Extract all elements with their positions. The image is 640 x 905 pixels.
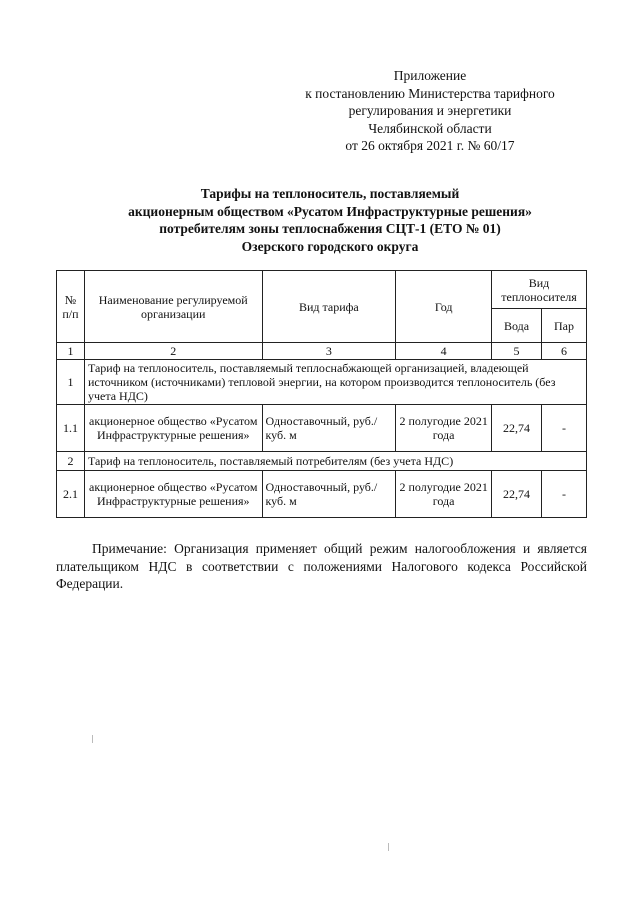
tariff-table <box>56 270 587 518</box>
row-steam: - <box>541 471 586 518</box>
section-row <box>57 360 587 405</box>
table-row <box>57 405 587 452</box>
col-number: 5 <box>492 343 542 360</box>
header-year: Год <box>396 271 492 343</box>
section-text: Тариф на теплоноситель, поставляемый теплоснабжающей организацией, владеющей источником (источниками) тепловой энергии, на котором производится теплоноситель (без учета НДС) <box>84 360 586 405</box>
header-carrier: Вид теплоносителя <box>492 271 587 309</box>
row-year: 2 полугодие 2021 года <box>396 471 492 518</box>
row-water: 22,74 <box>492 471 542 518</box>
note-paragraph: Примечание: Организация применяет общий режим налогообложения и является плательщиком НДС в соответствии с положениями Налогового кодекса Российской Федерации. <box>56 541 587 591</box>
row-steam: - <box>541 405 586 452</box>
row-tariff-type: Одноставочный, руб./куб. м <box>262 471 396 518</box>
row-year: 2 полугодие 2021 года <box>396 405 492 452</box>
section-num: 1 <box>57 360 85 405</box>
row-num: 2.1 <box>57 471 85 518</box>
section-num: 2 <box>57 452 85 471</box>
scan-mark <box>92 735 93 743</box>
appendix-line: к постановлению Министерства тарифного <box>305 85 555 101</box>
row-water: 22,74 <box>492 405 542 452</box>
column-number-row <box>57 343 587 360</box>
title-line: потребителям зоны теплоснабжения СЦТ-1 (ЕТО № 01) <box>159 221 501 236</box>
col-number: 1 <box>57 343 85 360</box>
table-row <box>57 471 587 518</box>
section-row <box>57 452 587 471</box>
title-line: Озерского городского округа <box>241 238 419 254</box>
row-org: акционерное общество «Русатом Инфраструктурные решения» <box>84 405 262 452</box>
col-number: 4 <box>396 343 492 360</box>
appendix-line: регулирования и энергетики <box>348 103 512 118</box>
col-number: 6 <box>541 343 586 360</box>
header-num: № п/п <box>57 271 85 343</box>
title-line: акционерным обществом «Русатом Инфраструктурные решения» <box>128 203 532 219</box>
document-title <box>40 185 620 255</box>
row-org: акционерное общество «Русатом Инфраструктурные решения» <box>84 471 262 518</box>
appendix-header <box>260 67 600 155</box>
header-tariff-type: Вид тарифа <box>262 271 396 343</box>
row-num: 1.1 <box>57 405 85 452</box>
scan-mark <box>388 843 389 851</box>
title-line: Тарифы на теплоноситель, поставляемый <box>200 186 460 201</box>
section-text: Тариф на теплоноситель, поставляемый потребителям (без учета НДС) <box>84 452 586 471</box>
col-number: 3 <box>262 343 396 360</box>
row-tariff-type: Одноставочный, руб./куб. м <box>262 405 396 452</box>
appendix-line: Приложение <box>393 68 467 83</box>
appendix-line: Челябинской области <box>368 120 492 136</box>
header-water: Вода <box>492 309 542 343</box>
appendix-line: от 26 октября 2021 г. № 60/17 <box>345 138 515 153</box>
header-org: Наименование регулируемой организации <box>84 271 262 343</box>
col-number: 2 <box>84 343 262 360</box>
header-steam: Пар <box>541 309 586 343</box>
